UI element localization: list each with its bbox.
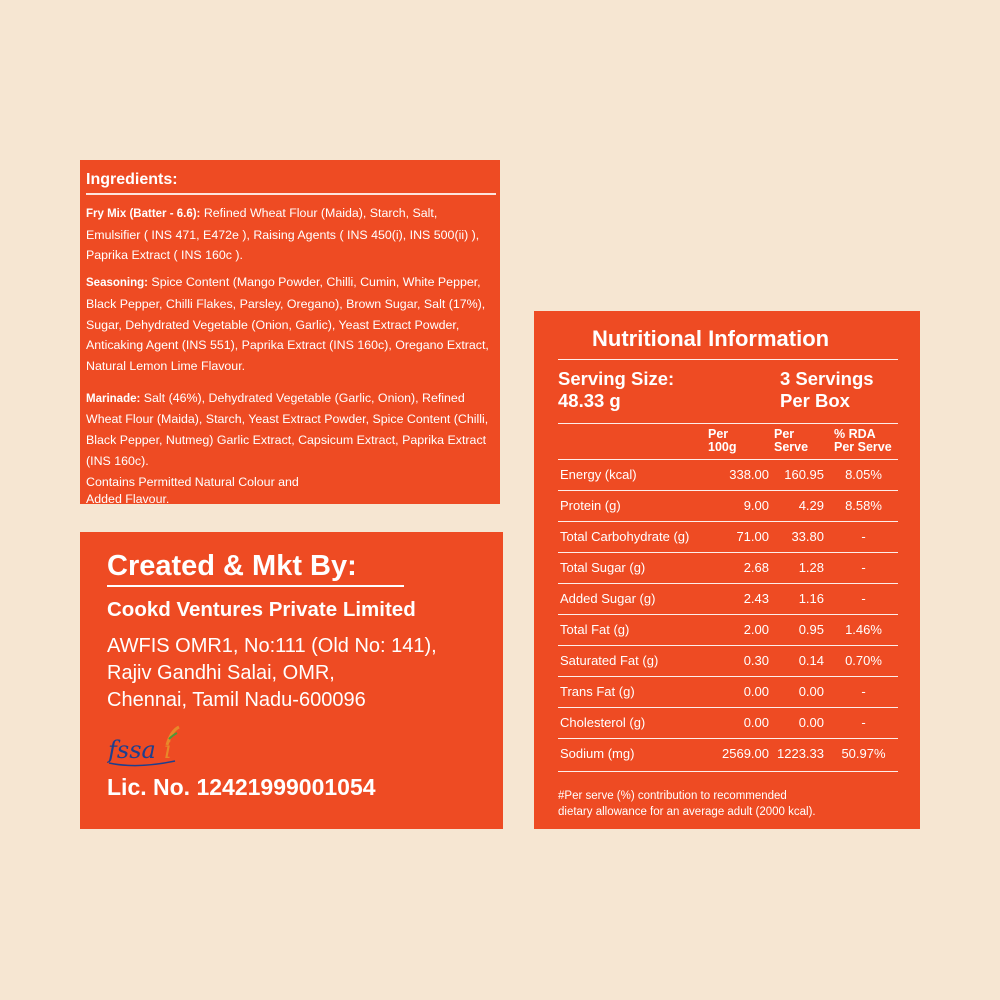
nutrient-name: Energy (kcal) — [558, 460, 708, 491]
marinade-text: Salt (46%), Dehydrated Vegetable (Garlic, Onion), Refined Wheat Flour (Maida), Starch, Yeast Extract Powder, Spice Content (Chilli, Black Pepper, Nutmeg) Garlic Extract, Capsicum Extract, Paprika Extract (INS 160c). — [86, 390, 489, 468]
contains-note — [86, 474, 494, 507]
serving-info — [558, 368, 898, 412]
rda-value: - — [829, 553, 898, 584]
per-100g-value: 2.68 — [708, 553, 774, 584]
nutrient-name: Trans Fat (g) — [558, 677, 708, 708]
nutrition-row — [558, 522, 898, 553]
manufacturer-panel — [80, 532, 503, 829]
nutrition-row — [558, 708, 898, 739]
nutrition-row — [558, 553, 898, 584]
nutrient-name: Total Sugar (g) — [558, 553, 708, 584]
nutrition-row — [558, 646, 898, 677]
nutrition-title: Nutritional Information — [592, 326, 830, 351]
rda-footnote — [558, 788, 898, 820]
serving-size-label: Serving Size: — [558, 368, 675, 389]
address-line-1: AWFIS OMR1, No:111 (Old No: 141), — [107, 635, 437, 657]
nutrition-row — [558, 739, 898, 770]
nutrient-name: Cholesterol (g) — [558, 708, 708, 739]
per-100g-value: 2569.00 — [722, 746, 769, 761]
rda-value: 8.05% — [829, 460, 898, 491]
nutrition-row — [558, 584, 898, 615]
address-line-2: Rajiv Gandhi Salai, OMR, — [107, 662, 335, 684]
per-serve-value: 0.00 — [774, 677, 829, 708]
table-bottom-divider — [558, 771, 898, 772]
per-serve-value: 1.28 — [774, 553, 829, 584]
serving-size-value: 48.33 g — [558, 390, 621, 411]
manufacturer-heading: Created & Mkt By: — [107, 550, 357, 582]
marinade-label: Marinade: — [86, 392, 141, 405]
nutrition-row — [558, 615, 898, 646]
ingredients-heading: Ingredients: — [86, 171, 178, 188]
fry-mix-paragraph — [86, 203, 494, 266]
fssai-logo — [107, 725, 503, 769]
footnote-line-1: #Per serve (%) contribution to recommended — [558, 790, 787, 802]
servings-per-box — [780, 368, 898, 412]
nutrient-name: Total Fat (g) — [558, 615, 708, 646]
per-serve-value: 4.29 — [774, 491, 829, 522]
serving-divider — [558, 423, 898, 424]
rda-value: - — [829, 677, 898, 708]
rda-value: 1.46% — [829, 615, 898, 646]
per-100g-value: 338.00 — [708, 460, 774, 491]
nutrient-name: Protein (g) — [558, 491, 708, 522]
per-100g-value: 9.00 — [708, 491, 774, 522]
contains-line-1: Contains Permitted Natural Colour and — [86, 475, 299, 490]
nutrient-name: Saturated Fat (g) — [558, 646, 708, 677]
nutrition-table-header — [558, 424, 898, 460]
column-header-per-100g: Per 100g — [708, 427, 737, 454]
rda-value: 0.70% — [829, 646, 898, 677]
nutrient-name: Sodium (mg) — [560, 746, 635, 761]
column-header-nutrient — [558, 424, 708, 460]
license-number: Lic. No. 12421999001054 — [107, 774, 376, 800]
servings-line-1: 3 Servings — [780, 368, 874, 389]
nutrient-name: Added Sugar (g) — [558, 584, 708, 615]
fry-mix-label: Fry Mix (Batter - 6.6): — [86, 208, 201, 220]
serving-size — [558, 368, 674, 412]
per-100g-value: 0.00 — [708, 677, 774, 708]
column-header-rda: % RDA Per Serve — [834, 427, 892, 454]
rda-value: - — [829, 584, 898, 615]
nutrition-row — [558, 491, 898, 522]
per-100g-value: 0.00 — [708, 708, 774, 739]
address-line-3: Chennai, Tamil Nadu-600096 — [107, 689, 366, 711]
company-name: Cookd Ventures Private Limited — [107, 598, 416, 621]
footnote-line-2: dietary allowance for an average adult (2000 kcal). — [558, 806, 816, 818]
nutrition-title-divider — [558, 359, 898, 360]
contains-line-2: Added Flavour. — [86, 491, 170, 506]
nutrition-table — [558, 424, 898, 769]
seasoning-text: Spice Content (Mango Powder, Chilli, Cumin, White Pepper, Black Pepper, Chilli Flakes, Parsley, Oregano), Brown Sugar, Salt (17%), Sugar, Dehydrated Vegetable (Onion, Garlic), Yeast Extract Powder, Anticaking Agent (INS 551), Paprika Extract (INS 160c), Oregano Extract, Natural Lemon Lime Flavour. — [86, 275, 489, 373]
marinade-paragraph — [86, 388, 494, 472]
per-serve-value: 1.16 — [774, 584, 829, 615]
manufacturer-heading-underline — [107, 585, 404, 587]
seasoning-paragraph — [86, 272, 494, 377]
nutrient-name: Total Carbohydrate (g) — [558, 522, 708, 553]
servings-line-2: Per Box — [780, 390, 850, 411]
seasoning-label: Seasoning: — [86, 277, 148, 290]
nutrition-row — [558, 460, 898, 491]
svg-text:fssa: fssa — [108, 736, 156, 764]
rda-value: - — [829, 522, 898, 553]
per-100g-value: 2.43 — [708, 584, 774, 615]
per-serve-value: 33.80 — [774, 522, 829, 553]
per-serve-value: 160.95 — [774, 460, 829, 491]
rda-value: - — [829, 708, 898, 739]
per-serve-value: 0.95 — [774, 615, 829, 646]
rda-value: 50.97% — [841, 746, 886, 761]
per-serve-value: 0.14 — [774, 646, 829, 677]
per-100g-value: 71.00 — [708, 522, 774, 553]
per-100g-value: 0.30 — [708, 646, 774, 677]
rda-value: 8.58% — [829, 491, 898, 522]
nutrition-panel — [534, 311, 920, 829]
per-serve-value: 1223.33 — [777, 746, 824, 761]
fry-mix-text: Refined Wheat Flour (Maida), Starch, Salt, Emulsifier ( INS 471, E472e ), Raising Agents ( INS 450(i), INS 500(ii) ), Paprika Extract ( INS 160c ). — [86, 206, 480, 263]
per-serve-value: 0.00 — [774, 708, 829, 739]
fssai-logo-icon — [107, 725, 187, 769]
svg-text:i: i — [164, 736, 172, 764]
column-header-per-serve: Per Serve — [774, 427, 809, 454]
ingredients-divider — [86, 193, 496, 195]
ingredients-panel — [80, 160, 500, 504]
nutrition-row — [558, 677, 898, 708]
per-100g-value: 2.00 — [708, 615, 774, 646]
company-address — [107, 633, 503, 714]
